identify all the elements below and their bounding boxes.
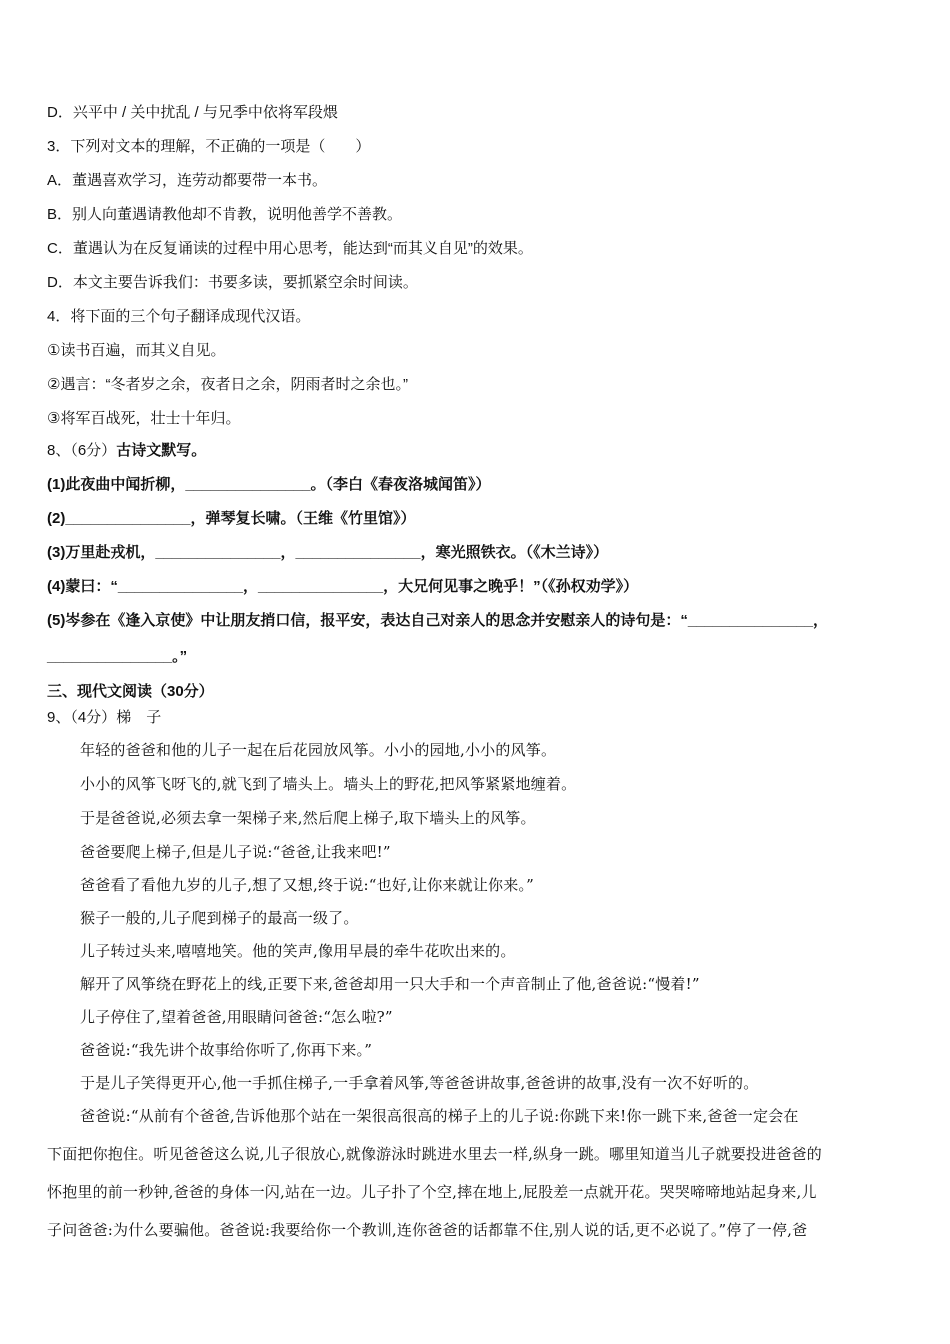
- story-long-paragraph-line: 下面把你抱住。听见爸爸这么说,儿子很放心,就像游泳时跳进水里去一样,纵身一跳。哪里知道当儿子就要投进爸爸的: [47, 1145, 822, 1163]
- story-paragraph: 爸爸说:“我先讲个故事给你听了,你再下来。”: [80, 1041, 373, 1059]
- story-paragraph: 爸爸看了看他九岁的儿子,想了又想,终于说:“也好,让你来就让你来。”: [80, 876, 534, 894]
- q9-title: 梯 子: [116, 709, 162, 726]
- q9-heading: [47, 708, 907, 728]
- q4-item-3: ③将军百战死，壮士十年归。: [47, 410, 241, 427]
- story-long-paragraph-line: 爸爸说:“从前有个爸爸,告诉他那个站在一架很高很高的梯子上的儿子说:你跳下来!你一跳下来,爸爸一定会在: [80, 1107, 799, 1125]
- story-long-paragraph-line: 怀抱里的前一秒钟,爸爸的身体一闪,站在一边。儿子扑了个空,摔在地上,屁股差一点就开花。哭哭啼啼地站起身来,儿: [47, 1183, 817, 1201]
- q3-stem: 3．下列对文本的理解，不正确的一项是（ ）: [47, 138, 371, 155]
- q4-item-1: ①读书百遍，而其义自见。: [47, 342, 226, 359]
- q8-number: 8、（6分）: [47, 442, 117, 459]
- q2-option-d: D．兴平中 / 关中扰乱 / 与兄季中依将军段煨: [47, 104, 338, 121]
- q8-item-4: (4)蒙曰：“_______________，_______________，大兄何见事之晚乎！”（《孙权劝学》）: [47, 578, 639, 595]
- story-paragraph: 解开了风筝绕在野花上的线,正要下来,爸爸却用一只大手和一个声音制止了他,爸爸说:“慢着!”: [80, 975, 700, 993]
- section3-heading: 三、现代文阅读（30分）: [47, 683, 214, 700]
- q3-option-c: C．董遇认为在反复诵读的过程中用心思考，能达到“而其义自见”的效果。: [47, 240, 533, 257]
- story-paragraph: 小小的风筝飞呀飞的,就飞到了墙头上。墙头上的野花,把风筝紧紧地缠着。: [80, 775, 577, 793]
- q4-item-2: ②遇言：“冬者岁之余，夜者日之余，阴雨者时之余也。”: [47, 376, 408, 393]
- q8-item-3: (3)万里赴戎机，_______________，_______________，寒光照铁衣。（《木兰诗》）: [47, 544, 609, 561]
- story-paragraph: 爸爸要爬上梯子,但是儿子说:“爸爸,让我来吧!”: [80, 843, 391, 861]
- story-paragraph: 儿子转过头来,嘻嘻地笑。他的笑声,像用早晨的牵牛花吹出来的。: [80, 942, 516, 960]
- q8-item-5-continued: _______________。”: [47, 648, 188, 665]
- story-long-paragraph-line: 子问爸爸:为什么要骗他。爸爸说:我要给你一个教训,连你爸爸的话都靠不住,别人说的话,更不必说了。”停了一停,爸: [47, 1221, 808, 1239]
- q8-item-1: (1)此夜曲中闻折柳，_______________。（李白《春夜洛城闻笛》）: [47, 476, 491, 493]
- q3-option-d: D．本文主要告诉我们：书要多读，要抓紧空余时间读。: [47, 274, 418, 291]
- story-paragraph: 年轻的爸爸和他的儿子一起在后花园放风筝。小小的园地,小小的风筝。: [80, 741, 557, 759]
- q8-title: 古诗文默写。: [116, 442, 207, 459]
- q4-stem: 4．将下面的三个句子翻译成现代汉语。: [47, 308, 311, 325]
- q3-option-b: B．别人向董遇请教他却不肯教，说明他善学不善教。: [47, 206, 403, 223]
- story-paragraph: 儿子停住了,望着爸爸,用眼睛问爸爸:“怎么啦?”: [80, 1008, 393, 1026]
- q8-heading: [47, 441, 907, 461]
- q9-number: 9、（4分）: [47, 709, 117, 726]
- q3-option-a: A．董遇喜欢学习，连劳动都要带一本书。: [47, 172, 328, 189]
- q8-item-5: (5)岑参在《逢入京使》中让朋友捎口信，报平安，表达自己对亲人的思念并安慰亲人的诗句是：“_______________，: [47, 612, 828, 629]
- story-paragraph: 猴子一般的,儿子爬到梯子的最高一级了。: [80, 909, 359, 927]
- story-paragraph: 于是爸爸说,必须去拿一架梯子来,然后爬上梯子,取下墙头上的风筝。: [80, 809, 536, 827]
- story-paragraph: 于是儿子笑得更开心,他一手抓住梯子,一手拿着风筝,等爸爸讲故事,爸爸讲的故事,没有一次不好听的。: [80, 1074, 759, 1092]
- q8-item-2: (2)_______________，弹琴复长啸。（王维《竹里馆》）: [47, 510, 416, 527]
